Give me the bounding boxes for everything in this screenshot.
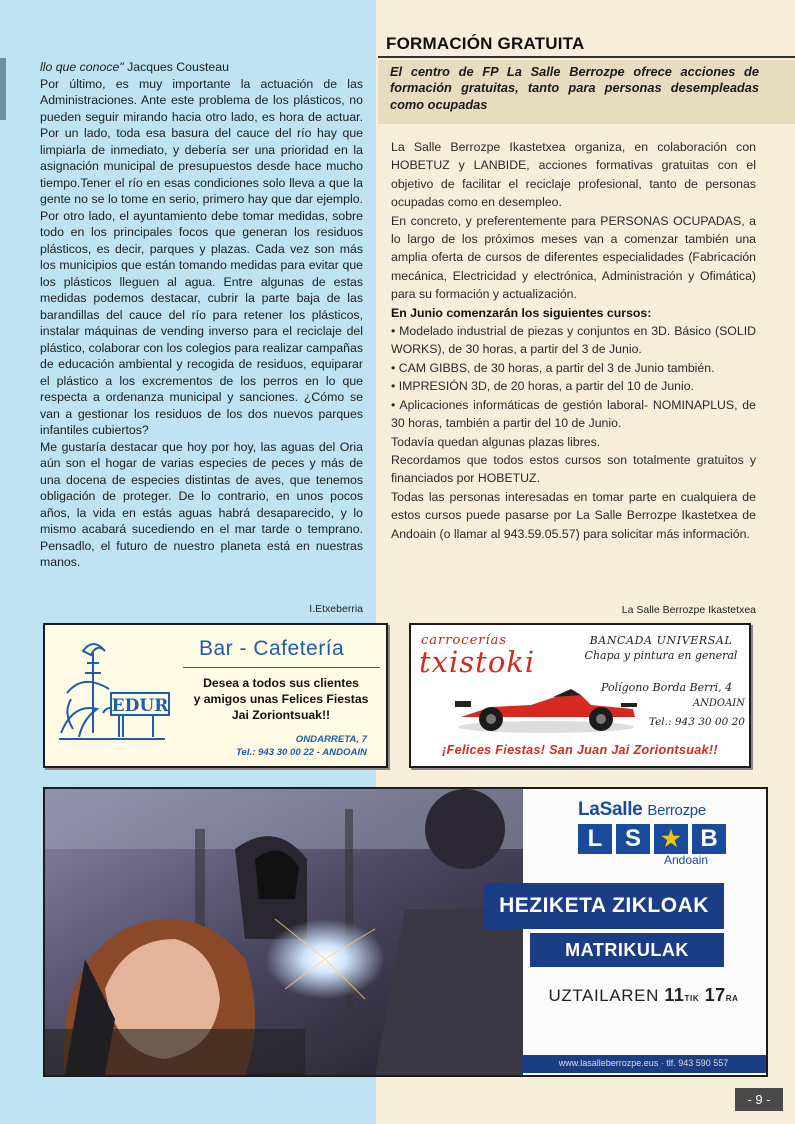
course-item: • IMPRESIÓN 3D, de 20 horas, a partir del 10 de Junio. — [391, 379, 694, 394]
welding-students-photo — [45, 789, 545, 1075]
date-start: 11 — [664, 985, 685, 1005]
date-end-suffix: RA — [725, 994, 739, 1003]
bancada-text: BANCADA UNIVERSAL — [589, 634, 733, 647]
bar-edur-ad — [43, 623, 388, 768]
date-start-suffix: TIK — [684, 994, 700, 1003]
txistoki-phone: Tel.: 943 30 00 20 — [648, 716, 745, 728]
article-title: FORMACIÓN GRATUITA — [386, 34, 585, 53]
lasalle-web: www.lasalleberrozpe.eus · tlf. 943 590 557 — [558, 1058, 729, 1068]
right-paragraph-5: Todas las personas interesadas en tomar parte en cualquiera de estos cursos puede pasarse por La Salle Berrozpe Ikastetxea de Andoain (o llamar al 943.59.05.57) para solicitar más información. — [391, 489, 756, 541]
left-paragraph-1: Por último, es muy importante la actuación de las Administraciones. Ante este problema de los plásticos, no pueden seguir mirando hacia otro lado, es hora de actuar. Por un lado, toda esa basura del cauce del río hay que limpiarla de inmediato, y debería ser una prioridad en la asignación municipal de presupuestos desde hace mucho tiempo.Tener el río en esas condiciones solo lleva a que la gente no se lo tome en serio, primero hay que dar ejemplo. Por otro lado, el ayuntamiento debe tomar medidas, sobre todo en los principales focos que generan los residuos plásticos, es decir, parques y plazas. Cada vez son más los municipios que están tomando medidas para evitar que los plásticos lleguen al agua. Entre algunas de estas medidas podemos destacar, cubrir la parte baja de las barandillas del cauce del río para retener los plásticos, instalar máquinas de vending inverso para el reciclaje del plástico, colaborar con los colegios para realizar campañas de educación ambiental y recogida de residuos, equiparar el plástico a los excrementos de los perros en lo que respecta a ordenanza municipal y sanciones. ¿Cómo se van a gestionar los residuos de los dos nuevos parques infantiles cubiertos? — [40, 76, 363, 437]
bar-message — [181, 675, 381, 723]
date-end: 17 — [704, 985, 726, 1005]
intro-author: Jacques Cousteau — [123, 60, 229, 74]
bar-title: Bar - Cafetería — [199, 637, 345, 660]
right-paragraph-2: En concreto, y preferentemente para PERSONAS OCUPADAS, a lo largo de los próximos meses van a comenzar también una amplia oferta de cursos de diferentes especialidades (Fabricación mecánica, Electricidad y electrónica, Administración y Ofimática) para su formación y actualización. — [391, 213, 756, 302]
right-article — [391, 138, 756, 543]
txistoki-greeting: ¡Felices Fiestas! San Juan Jai Zoriontsuak!! — [442, 743, 718, 757]
chapa-text: Chapa y pintura en general — [584, 649, 738, 662]
logo-letter: L — [578, 824, 612, 854]
right-paragraph-3: Todavía quedan algunas plazas libres. — [391, 434, 601, 449]
right-signature: La Salle Berrozpe Ikastetxea — [621, 604, 756, 616]
course-item: • Modelado industrial de piezas y conjuntos en 3D. Básico (SOLID WORKS), de 30 horas, a partir del 3 de Junio. — [391, 324, 756, 357]
left-intro — [40, 59, 363, 76]
txistoki-town: ANDOAIN — [692, 698, 745, 709]
left-article — [40, 59, 363, 571]
left-edge-bar — [0, 58, 6, 120]
lsb-logo-icon — [578, 824, 726, 854]
lasalle-name: LaSalle — [578, 799, 643, 820]
txistoki-ad — [409, 623, 751, 768]
course-item: • CAM GIBBS, de 30 horas, a partir del 3 de Junio también. — [391, 360, 715, 375]
bar-address: ONDARRETA, 7 — [295, 734, 367, 745]
bar-phone: Tel.: 943 30 00 22 - ANDOAIN — [236, 747, 367, 758]
lasalle-logo-name — [578, 799, 706, 821]
logo-letter: S — [616, 824, 650, 854]
edur-logo-text: EDUR — [111, 696, 169, 716]
bar-message-line: y amigos unas Felices Fiestas — [193, 692, 369, 706]
kiosk-logo-icon — [53, 633, 171, 757]
page-number: - 9 - — [735, 1088, 783, 1111]
lasalle-footer — [521, 1055, 766, 1073]
txistoki-subtitle: carrocerías — [421, 633, 508, 648]
txistoki-brand: txistoki — [419, 645, 536, 679]
left-signature: I.Etxeberria — [309, 603, 363, 615]
txistoki-address: Polígono Borda Berri, 4 — [601, 681, 733, 694]
bar-title-rule — [183, 667, 380, 668]
left-paragraph-2: Me gustaría destacar que hoy por hoy, las aguas del Oria aún son el hogar de varias especies de peces y más de una docena de especies distintas de aves, que tenemos obligación de proteger. De lo contrario, en unos pocos años, la vida en estás aguas habrá desaparecido, y lo mismo acabará sucediendo en el mar tarde o temprano. Pensadlo, el futuro de nuestro planeta está en nuestras manos. — [40, 439, 363, 569]
course-item: • Aplicaciones informáticas de gestión laboral- NOMINAPLUS, de 30 horas, también a partir del 10 de Junio. — [391, 397, 756, 431]
title-rule — [378, 56, 795, 58]
heziketa-band: HEZIKETA ZIKLOAK — [484, 883, 724, 929]
right-paragraph-1: La Salle Berrozpe Ikastetxea organiza, en colaboración con HOBETUZ y LANBIDE, acciones formativas gratuitas con el objetivo de facilitar el reciclaje profesional, tanto de personas ocupadas como en desempleo. — [391, 140, 756, 210]
star-icon: ★ — [654, 824, 688, 854]
dates-prefix: UZTAILAREN — [548, 986, 659, 1005]
logo-letter: B — [692, 824, 726, 854]
bar-contact — [181, 733, 367, 759]
article-lead: El centro de FP La Salle Berrozpe ofrece acciones de formación gratuitas, tanto para personas desempleadas como ocupadas — [378, 60, 795, 124]
courses-heading: En Junio comenzarán los siguientes cursos: — [391, 305, 652, 320]
berrozpe-name: Berrozpe — [647, 802, 706, 819]
bar-message-line: Desea a todos sus clientes — [203, 676, 359, 690]
matrikulak-band: MATRIKULAK — [530, 933, 724, 967]
lasalle-city: Andoain — [664, 853, 709, 867]
intro-italic: llo que conoce" — [40, 60, 124, 74]
right-paragraph-4: Recordamos que todos estos cursos son totalmente gratuitos y financiados por HOBETUZ. — [391, 452, 756, 486]
enrolment-dates — [521, 985, 766, 1006]
bar-message-line: Jai Zoriontsuak!! — [231, 708, 331, 722]
